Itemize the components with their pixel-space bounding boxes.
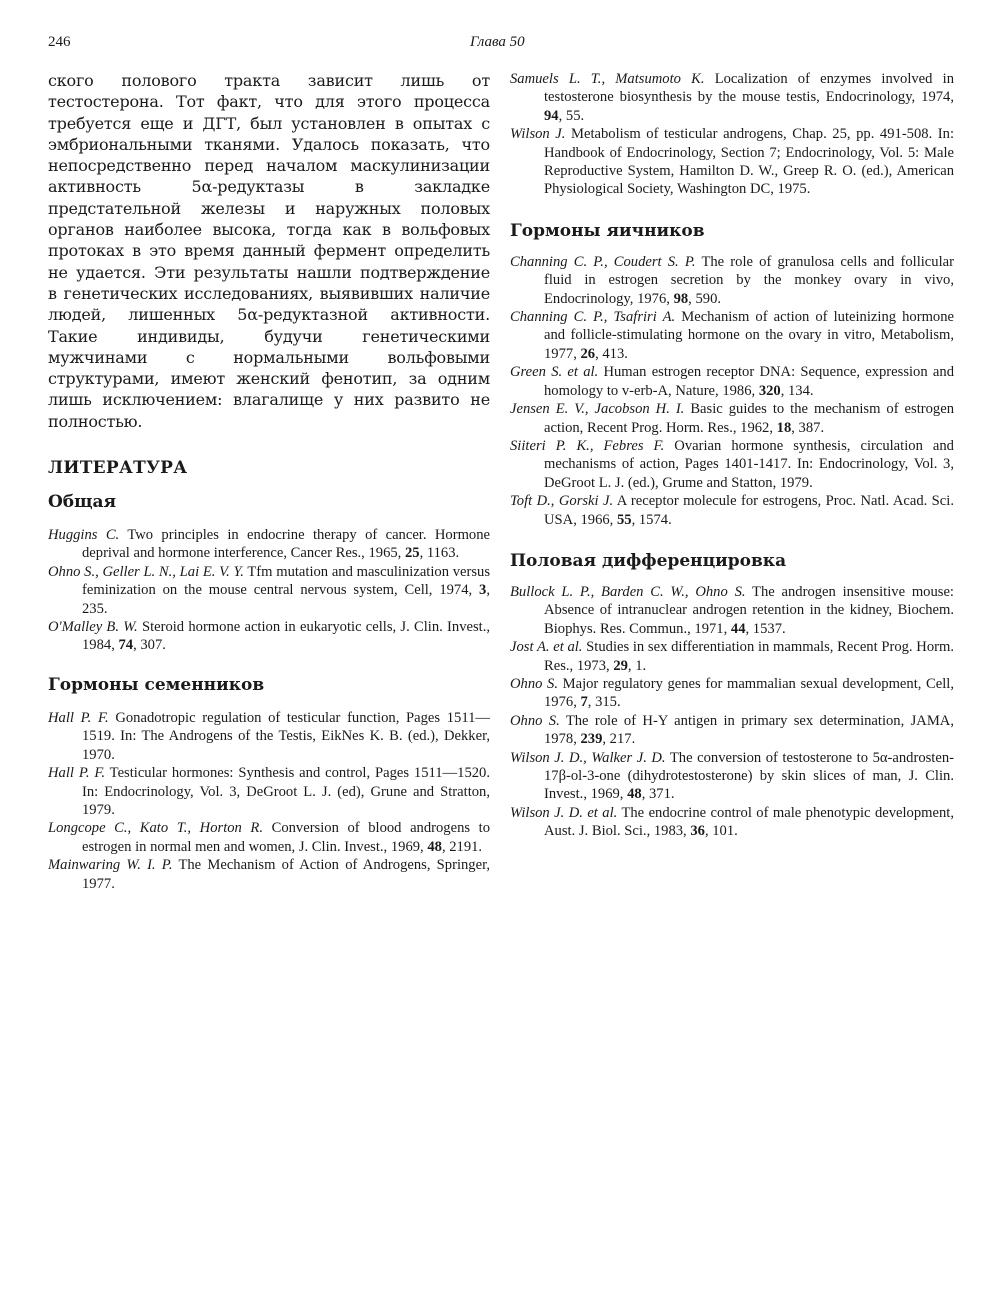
reference-pages: , 387. <box>791 419 825 436</box>
reference-text: The endocrine control of male phenotypic development, Aust. J. Biol. Sci., 1983, <box>544 804 954 840</box>
reference-text: The conversion of testosterone to 5α-androsten-17β-ol-3-one (dihydrotestosterone) by skin slices of man, J. Clin. Invest., 1969, <box>544 749 954 803</box>
reference-authors: Ohno S. <box>510 675 558 692</box>
reference-authors: Ohno S., Geller L. N., Lai E. V. Y. <box>48 563 244 580</box>
reference-text: Human estrogen receptor DNA: Sequence, expression and homology to v-erb-A, Nature, 1986, <box>544 364 954 399</box>
reference-entry <box>510 125 954 199</box>
reference-entry <box>510 492 954 529</box>
reference-text: Localization of enzymes involved in testosterone biosynthesis by the mouse testis, Endocrinology, 1974, <box>544 71 954 106</box>
reference-entry <box>48 764 490 819</box>
reference-entry <box>48 563 490 618</box>
reference-volume: 239 <box>580 731 603 748</box>
reference-volume: 36 <box>690 823 705 840</box>
reference-pages: , 217. <box>602 731 636 748</box>
reference-pages: , 1574. <box>631 511 672 528</box>
section-heading-ovaries: Гормоны яичников <box>510 220 705 241</box>
reference-pages: , 1. <box>627 657 647 674</box>
reference-text: The Mechanism of Action of Androgens, Springer, 1977. <box>82 857 491 892</box>
reference-pages: , 2191. <box>441 838 483 855</box>
reference-volume: 48 <box>627 786 642 803</box>
reference-text: Tfm mutation and masculinization versus feminization on the mouse central nervous system, Cell, 1974, <box>82 563 490 599</box>
reference-volume: 94 <box>544 107 559 124</box>
reference-volume: 320 <box>758 382 781 399</box>
reference-authors: Channing C. P., Coudert S. P. <box>510 253 696 270</box>
reference-entry <box>48 819 490 856</box>
reference-pages: , 235. <box>82 582 490 617</box>
section-heading-sexual-differentiation: Половая дифференцировка <box>510 550 787 571</box>
reference-text: Major regulatory genes for mammalian sexual development, Cell, 1976, <box>544 675 954 711</box>
reference-pages: , 55. <box>558 107 585 124</box>
reference-text: Conversion of blood androgens to estrogen in normal men and women, J. Clin. Invest., 1969, <box>82 820 490 855</box>
reference-authors: Bullock L. P., Barden C. W., Ohno S. <box>510 583 746 600</box>
reference-authors: Ohno S. <box>510 712 560 729</box>
ref-list-sexual-differentiation <box>510 583 954 841</box>
reference-text: Testicular hormones: Synthesis and control, Pages 1511—1520. In: Endocrinology, Vol. 3, DeGroot L. J. (ed), Grune and Stratton, 1979. <box>82 765 490 818</box>
reference-text: A receptor molecule for estrogens, Proc. Natl. Acad. Sci. USA, 1966, <box>544 493 954 528</box>
reference-authors: Channing C. P., Tsafriri A. <box>510 309 676 326</box>
reference-pages: , 315. <box>587 694 621 711</box>
reference-authors: Wilson J. <box>510 126 566 143</box>
reference-authors: Mainwaring W. I. P. <box>48 857 173 874</box>
reference-entry <box>510 308 954 363</box>
literature-heading: ЛИТЕРАТУРА <box>48 458 188 479</box>
reference-entry <box>510 675 954 712</box>
ref-list-general <box>48 526 490 655</box>
reference-text: Mechanism of action of luteinizing hormone and follicle-stimulating hormone on the ovary in vitro, Metabolism, 1977, <box>544 309 954 362</box>
section-heading-general: Общая <box>48 492 117 513</box>
page-number: 246 <box>48 34 71 50</box>
reference-volume: 26 <box>580 345 596 362</box>
reference-entry <box>48 618 490 655</box>
reference-entry <box>510 363 954 400</box>
reference-pages: , 1537. <box>745 620 786 637</box>
reference-entry <box>510 437 954 492</box>
reference-text: Ovarian hormone synthesis, circulation and mechanisms of action, Pages 1401-1417. In: Endocrinology, Vol. 3, DeGroot L. J. (ed.), Grume and Statton, 1979. <box>544 437 954 491</box>
reference-text: Steroid hormone action in eukaryotic cells, J. Clin. Invest., 1984, <box>82 619 490 654</box>
reference-entry <box>510 712 954 749</box>
reference-entry <box>510 400 954 437</box>
reference-text: Metabolism of testicular androgens, Chap. 25, pp. 491-508. In: Handbook of Endocrinology, Section 7; Endocrinology, Vol. 5: Male Reproductive System, Hamilton D. W., Greep R. O. (ed.), American Physiological Society, Washington DC, 1975. <box>544 126 954 198</box>
reference-entry <box>510 70 954 125</box>
left-column <box>48 70 490 893</box>
reference-authors: Siiteri P. K., Febres F. <box>510 437 665 454</box>
reference-volume: 3 <box>479 582 487 599</box>
reference-authors: O'Malley B. W. <box>48 619 138 636</box>
reference-entry <box>510 253 954 308</box>
reference-pages: , 371. <box>641 786 675 803</box>
reference-volume: 74 <box>118 637 134 654</box>
reference-authors: Hall P. F. <box>48 709 109 726</box>
reference-authors: Toft D., Gorski J. <box>510 493 614 510</box>
reference-pages: , 1163. <box>419 545 460 562</box>
ref-list-ovaries <box>510 253 954 529</box>
reference-volume: 25 <box>404 545 420 562</box>
reference-pages: , 307. <box>133 637 166 654</box>
reference-volume: 29 <box>613 657 628 674</box>
reference-text: Gonadotropic regulation of testicular function, Pages 1511—1519. In: The Androgens of the Testis, EikNes K. B. (ed.), Dekker, 1970. <box>82 709 490 763</box>
reference-volume: 18 <box>776 419 792 436</box>
reference-volume: 7 <box>580 694 588 711</box>
reference-text: Two principles in endocrine therapy of cancer. Hormone deprival and hormone interference, Cancer Res., 1965, <box>82 527 490 562</box>
body-paragraph: ского полового тракта зависит лишь от тестостерона. Тот факт, что для этого процесса требуется еще и ДГТ, был установлен в опытах с эмбриональными тканями. Удалось показать, что непосредственно перед началом маскулинизации активность 5α-редуктазы в закладке предстательной железы и наружных половых органов наиболее высока, тогда как в вольфовых протоках в это время данный фермент определить не удается. Эти результаты нашли подтверждение в генетических исследованиях, выявивших наличие людей, лишенных 5α-редуктазной активности. Такие индивиды, будучи генетическими мужчинами с нормальными вольфовыми структурами, имеют женский фенотип, за одним лишь исключением: влагалище у них развито не полностью. <box>48 71 490 431</box>
reference-authors: Hall P. F. <box>48 765 106 782</box>
reference-entry <box>48 526 490 563</box>
reference-authors: Longcope C., Kato T., Horton R. <box>48 820 263 837</box>
reference-entry <box>510 749 954 804</box>
reference-authors: Samuels L. T., Matsumoto K. <box>510 71 705 87</box>
reference-volume: 55 <box>616 511 632 528</box>
reference-volume: 44 <box>730 620 746 637</box>
reference-volume: 48 <box>427 838 442 855</box>
right-column <box>510 70 954 841</box>
reference-entry <box>510 804 954 841</box>
section-heading-testes: Гормоны семенников <box>48 674 265 695</box>
reference-authors: Green S. et al. <box>510 364 599 381</box>
reference-text: The role of granulosa cells and follicular fluid in estrogen secretion by the monkey ovary in vivo, Endocrinology, 1976, <box>544 253 954 307</box>
reference-text: The role of H-Y antigen in primary sex determination, JAMA, 1978, <box>544 712 954 748</box>
reference-text: The androgen insensitive mouse: Absence of intranuclear androgen retention in the kidney, Biochem. Biophys. Res. Commun., 1971, <box>544 583 954 637</box>
reference-entry <box>510 583 954 638</box>
reference-entry <box>510 638 954 675</box>
reference-entry <box>48 709 490 764</box>
reference-pages: , 413. <box>595 345 628 362</box>
reference-pages: , 134. <box>780 382 814 399</box>
reference-pages: , 101. <box>704 823 738 840</box>
reference-pages: , 590. <box>688 290 722 307</box>
reference-volume: 98 <box>673 290 689 307</box>
reference-authors: Jensen E. V., Jacobson H. I. <box>510 401 685 418</box>
reference-authors: Wilson J. D. et al. <box>510 804 618 821</box>
reference-text: Studies in sex differentiation in mammals, Recent Prog. Horm. Res., 1973, <box>544 639 954 674</box>
reference-text: Basic guides to the mechanism of estrogen action, Recent Prog. Horm. Res., 1962, <box>544 401 954 436</box>
reference-authors: Jost A. et al. <box>510 639 583 656</box>
running-head: Глава 50 <box>470 34 525 50</box>
ref-list-testes <box>48 709 490 893</box>
ref-list-testes-continued <box>510 70 954 199</box>
reference-authors: Wilson J. D., Walker J. D. <box>510 749 666 766</box>
reference-authors: Huggins C. <box>48 527 120 544</box>
reference-entry <box>48 856 490 893</box>
